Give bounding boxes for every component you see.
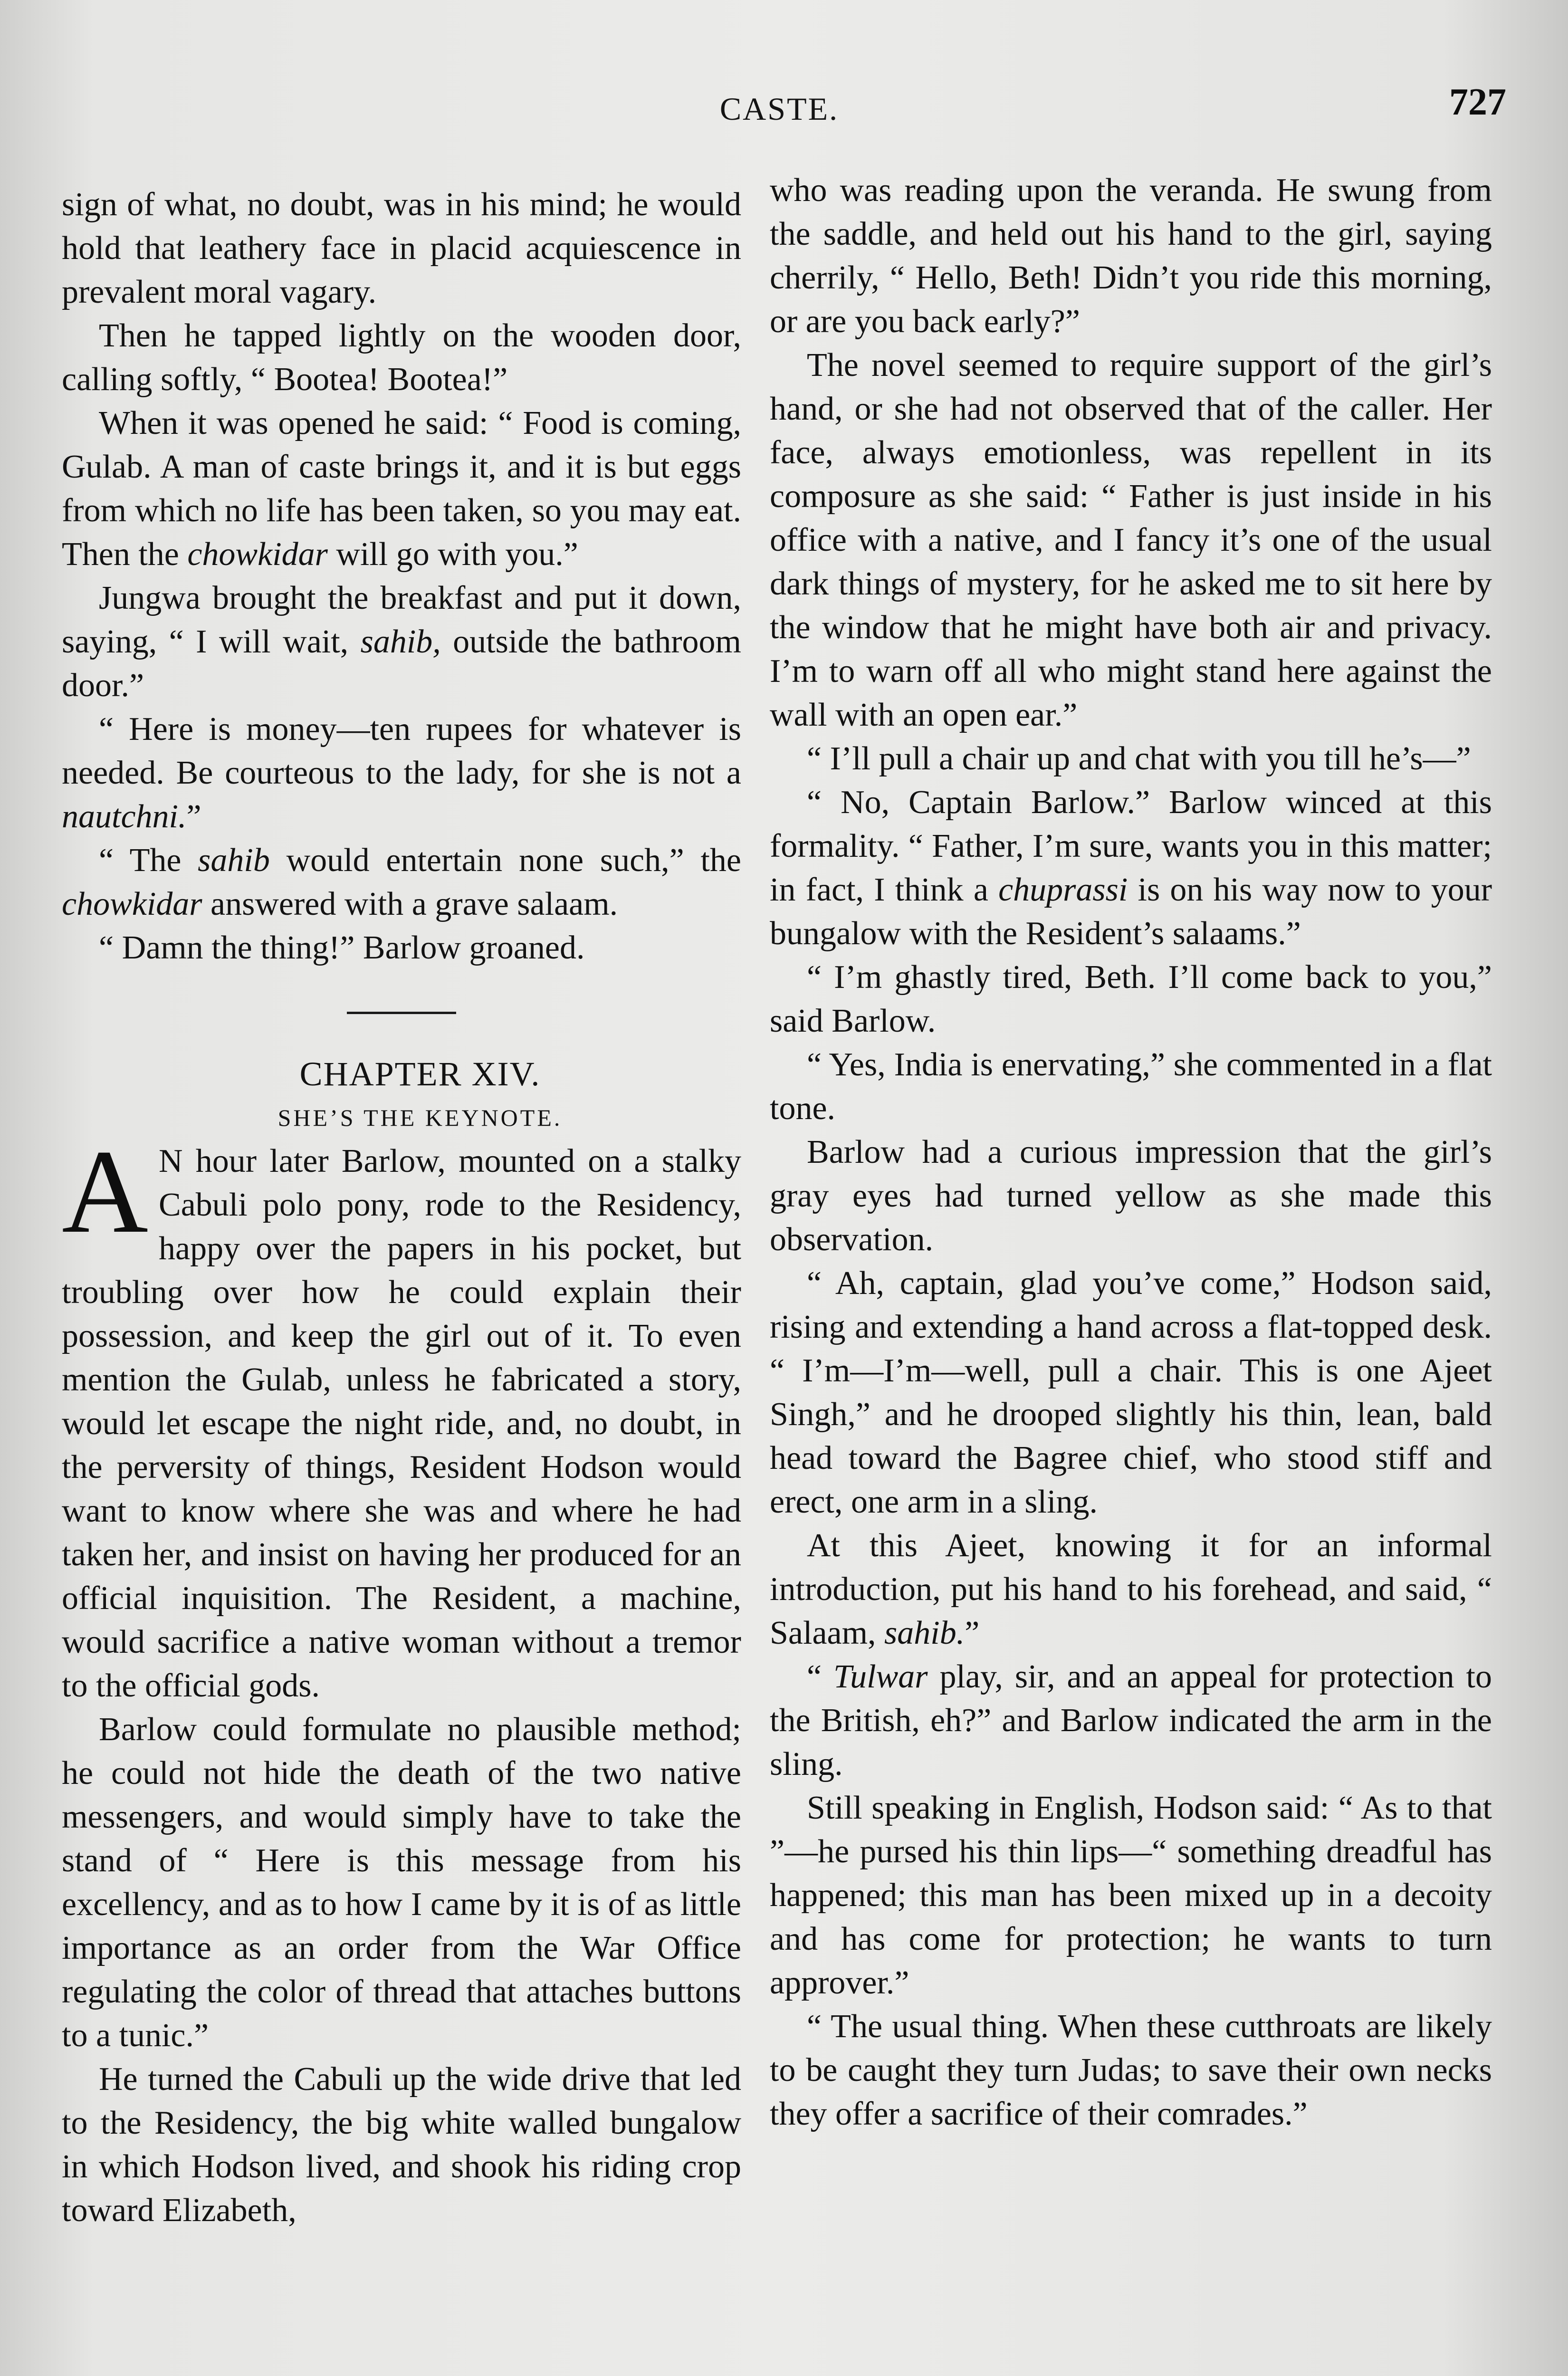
paragraph: At this Ajeet, knowing it for an informal introduction, put his hand to his forehead, and said, “ Salaam, sahib.” [770,1527,1492,1651]
paragraph: “ I’ll pull a chair up and chat with you till he’s—” [807,740,1471,777]
paragraph: He turned the Cabuli up the wide drive that led to the Residency, the big white walled bungalow in which Hodson lived, and shook his riding crop toward Elizabeth, [62,2061,741,2229]
italic-word: Tulwar [833,1658,928,1695]
italic-word: chowkidar [62,886,202,922]
paragraph: “ The usual thing. When these cutthroats are likely to be caught they turn Judas; to save their own necks they offer a sacrifice of their comrades.” [770,2008,1492,2132]
paragraph: Jungwa brought the breakfast and put it down, saying, “ I will wait, sahib, outside the bathroom door.” [62,580,741,704]
paragraph: “ No, Captain Barlow.” Barlow winced at this formality. “ Father, I’m sure, wants you in this matter; in fact, I think a chuprassi is on his way now to your bungalow with the Resident’s salaams.” [770,784,1492,952]
paragraph: Still speaking in English, Hodson said: “ As to that ”—he pursed his thin lips—“ something dreadful has happened; this man has been mixed up in a decoity and has come for protection; he wants to turn approver.” [770,1790,1492,2001]
italic-word: sahib. [884,1615,965,1651]
italic-word: chowkidar [187,536,328,573]
italic-word: chuprassi [998,872,1128,908]
page-number: 727 [1449,81,1506,123]
paragraph: A N hour later Barlow, mounted on a stalky Cabuli polo pony, rode to the Residency, happy over the papers in his pocket, but troubling over how he could explain their possession, and keep the girl out of it. To even mention the Gulab, unless he fabricated a story, would let escape the night ride, and, no doubt, in the perversity of things, Resident Hodson would want to know where she was and where he had taken her, and insist on having her produced for an official inquisition. The Resident, a machine, would sacrifice a native woman without a tremor to the official gods. [62,1125,741,1704]
paragraph: The novel seemed to require support of the girl’s hand, or she had not observed that of the caller. Her face, always emotionless, was repellent in its composure as she said: “ Father is just inside in his office with a native, and I fancy it’s one of the usual dark things of mystery, for he asked me to sit here by the window that he might have both air and privacy. I’m to warn off all who might stand here against the wall with an open ear.” [770,347,1492,733]
paragraph: “ Damn the thing!” Barlow groaned. [99,929,585,966]
paragraph: Barlow had a curious impression that the girl’s gray eyes had turned yellow as she made this observation. [770,1134,1492,1258]
paragraph: “ The sahib would entertain none such,” the chowkidar answered with a grave salaam. [62,842,741,922]
paragraph: Barlow could formulate no plausible method; he could not hide the death of the two native messengers, and would simply have to take the stand of “ Here is this message from his excellency, and as to how I came by it is of as little importance as an order from the War Office regulating the color of thread that attaches buttons to a tunic.” [62,1711,741,2054]
chapter-title: CHAPTER XIV. [299,1055,541,1093]
italic-word: sahib, [360,623,441,660]
paragraph: “ Ah, captain, glad you’ve come,” Hodson said, rising and extending a hand across a flat-topped desk. “ I’m—I’m—well, pull a chair. This is one Ajeet Singh,” and he drooped slightly his thin, lean, bald head toward the Bagree chief, who stood stiff and erect, one arm in a sling. [770,1265,1492,1520]
italic-word: sahib [198,842,270,879]
right-column [770,169,1492,2136]
left-column [62,183,741,2232]
paragraph: “ Here is money—ten rupees for whatever is needed. Be courteous to the lady, for she is not a nautchni.” [62,711,741,835]
paragraph: Then he tapped lightly on the wooden door, calling softly, “ Bootea! Bootea!” [62,317,741,398]
paragraph: “ Tulwar play, sir, and an appeal for protection to the British, eh?” and Barlow indicated the arm in the sling. [770,1658,1492,1782]
paragraph: who was reading upon the veranda. He swung from the saddle, and held out his hand to the girl, saying cherrily, “ Hello, Beth! Didn’t you ride this morning, or are you back early?” [770,172,1492,340]
paragraph: “ Yes, India is enervating,” she commented in a flat tone. [770,1046,1492,1127]
section-divider [347,1012,456,1014]
italic-word: nautchni. [62,798,187,835]
paragraph: When it was opened he said: “ Food is coming, Gulab. A man of caste brings it, and it is but eggs from which no life has been taken, so you may eat. Then the chowkidar will go with you.” [62,405,741,573]
paragraph: sign of what, no doubt, was in his mind; he would hold that leathery face in placid acquiescence in prevalent moral vagary. [62,186,741,310]
chapter-subtitle: SHE’S THE KEYNOTE. [277,1104,563,1131]
drop-cap: A [62,1125,148,1258]
running-title: CASTE. [719,91,839,127]
paragraph: “ I’m ghastly tired, Beth. I’ll come back to you,” said Barlow. [770,959,1492,1039]
